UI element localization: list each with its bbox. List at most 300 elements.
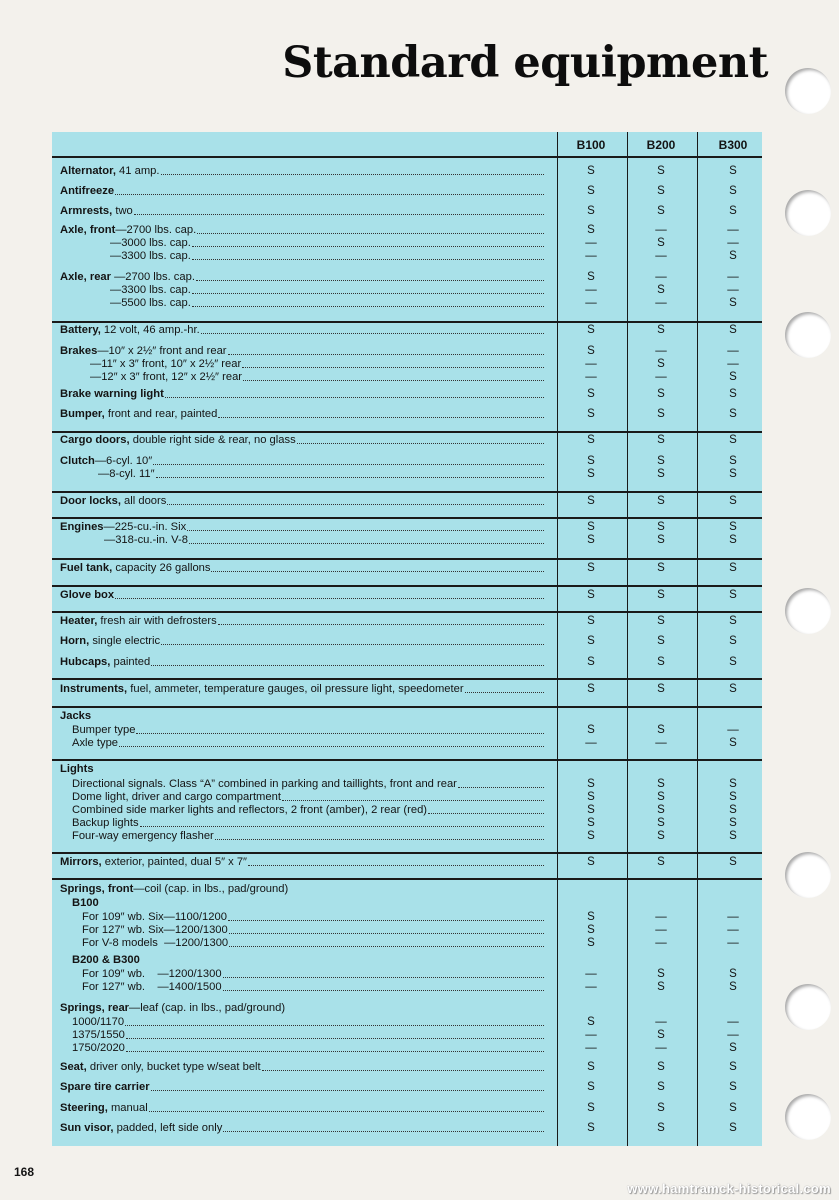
row-label-text: driver only, bucket type w/seat belt	[86, 1061, 261, 1073]
row-label-text: fuel, ammeter, temperature gauges, oil pressure light, speedometer	[127, 683, 464, 695]
equipment-mark: S	[657, 968, 665, 980]
dot-leader	[465, 690, 544, 693]
row-label-bold: Seat,	[60, 1061, 87, 1073]
row-label-bold: Fuel tank,	[60, 562, 113, 574]
equipment-mark: S	[729, 804, 737, 816]
row-label-bold: Brake warning light	[60, 388, 164, 400]
equipment-mark: S	[587, 937, 595, 949]
equipment-mark: S	[657, 495, 665, 507]
equipment-mark: S	[729, 1042, 737, 1054]
dot-leader	[223, 1129, 544, 1132]
equipment-mark: S	[587, 635, 595, 647]
equipment-mark: S	[657, 408, 665, 420]
row-label-text: Backup lights	[72, 817, 139, 829]
row-label	[60, 345, 544, 357]
equipment-mark: S	[657, 1081, 665, 1093]
equipment-mark: S	[587, 562, 595, 574]
equipment-mark: S	[729, 1081, 737, 1093]
row-label	[60, 562, 544, 574]
row-label-bold: Antifreeze	[60, 185, 115, 197]
dot-leader	[115, 192, 544, 195]
binder-hole	[785, 1094, 831, 1140]
equipment-mark: —	[727, 1029, 739, 1041]
equipment-table	[52, 132, 762, 1146]
dot-leader	[189, 541, 544, 544]
row-label-text: For 127″ wb. Six—1200/1300	[82, 924, 228, 936]
dot-leader	[192, 291, 544, 294]
dot-leader	[228, 352, 544, 355]
equipment-mark: S	[729, 856, 737, 868]
row-label	[72, 804, 544, 816]
equipment-mark: S	[729, 968, 737, 980]
equipment-mark: S	[729, 817, 737, 829]
equipment-mark: S	[657, 791, 665, 803]
row-label	[60, 165, 544, 177]
equipment-mark: S	[587, 830, 595, 842]
row-label	[60, 883, 544, 895]
row-label-text: 1000/1170	[72, 1016, 125, 1028]
row-label	[60, 521, 544, 533]
row-label-bold: B100	[72, 897, 99, 909]
row-label-text: 12 volt, 46 amp.-hr.	[100, 324, 200, 336]
equipment-mark: S	[587, 1016, 595, 1028]
section-divider	[52, 611, 762, 613]
row-label	[60, 763, 544, 775]
equipment-mark: —	[585, 284, 597, 296]
row-label-bold: Door locks,	[60, 495, 121, 507]
equipment-mark: S	[657, 468, 665, 480]
equipment-mark: S	[657, 1122, 665, 1134]
equipment-mark: S	[657, 635, 665, 647]
column-divider	[627, 132, 628, 1146]
section-divider	[52, 321, 762, 323]
row-label-text: two	[112, 205, 133, 217]
equipment-mark: S	[729, 737, 737, 749]
row-label-bold: Horn,	[60, 635, 90, 647]
equipment-mark: S	[657, 521, 665, 533]
row-label-bold: Steering,	[60, 1102, 108, 1114]
row-label-bold: Instruments,	[60, 683, 128, 695]
equipment-mark: S	[657, 778, 665, 790]
equipment-mark: —	[727, 911, 739, 923]
row-label-bold: Clutch	[60, 455, 95, 467]
row-label-text: exterior, painted, dual 5″ x 7″	[101, 856, 248, 868]
equipment-mark: S	[657, 205, 665, 217]
equipment-mark: S	[587, 324, 595, 336]
row-label-bold: Axle, rear	[60, 271, 111, 283]
row-label-bold: Jacks	[60, 710, 92, 722]
equipment-mark: S	[587, 468, 595, 480]
row-label-text: single electric	[89, 635, 161, 647]
row-label-text: painted	[110, 656, 151, 668]
dot-leader	[187, 528, 544, 531]
equipment-mark: S	[657, 534, 665, 546]
row-label	[60, 495, 544, 507]
equipment-mark: S	[587, 856, 595, 868]
row-label	[72, 830, 544, 842]
row-label	[72, 954, 544, 966]
equipment-mark: S	[587, 1102, 595, 1114]
row-label-text: fresh air with defrosters	[97, 615, 217, 627]
section-divider	[52, 491, 762, 493]
row-label	[72, 1029, 544, 1041]
row-label-text: Axle type	[72, 737, 119, 749]
row-label-text: —8-cyl. 11″	[98, 468, 155, 480]
table-header	[52, 132, 762, 158]
equipment-mark: S	[657, 434, 665, 446]
dot-leader	[282, 798, 544, 801]
equipment-mark: S	[587, 534, 595, 546]
row-label	[60, 1102, 544, 1114]
row-label	[110, 250, 544, 262]
section-divider	[52, 852, 762, 854]
equipment-mark: S	[657, 1102, 665, 1114]
equipment-mark: S	[587, 165, 595, 177]
equipment-mark: —	[585, 1029, 597, 1041]
equipment-mark: S	[587, 495, 595, 507]
equipment-mark: S	[657, 358, 665, 370]
equipment-mark: S	[729, 562, 737, 574]
row-label-bold: Brakes	[60, 345, 98, 357]
dot-leader	[242, 365, 544, 368]
dot-leader	[136, 731, 544, 734]
dot-leader	[211, 569, 544, 572]
equipment-mark: S	[729, 250, 737, 262]
dot-leader	[115, 596, 544, 599]
column-header-b100: B100	[576, 138, 606, 152]
equipment-mark: S	[729, 185, 737, 197]
dot-leader	[119, 744, 544, 747]
row-label-text: —leaf (cap. in lbs., pad/ground)	[129, 1002, 286, 1014]
dot-leader	[197, 231, 544, 234]
dot-leader	[243, 378, 544, 381]
equipment-mark: S	[587, 911, 595, 923]
equipment-mark: S	[729, 589, 737, 601]
equipment-mark: S	[729, 455, 737, 467]
row-label-bold: Springs, rear	[60, 1002, 130, 1014]
dot-leader	[165, 395, 544, 398]
equipment-mark: S	[587, 271, 595, 283]
equipment-mark: S	[657, 562, 665, 574]
dot-leader	[218, 622, 544, 625]
row-label-text: —3000 lbs. cap.	[110, 237, 191, 249]
equipment-mark: S	[587, 778, 595, 790]
row-label-text: —coil (cap. in lbs., pad/ground)	[133, 883, 289, 895]
equipment-mark: —	[585, 737, 597, 749]
equipment-mark: —	[585, 297, 597, 309]
equipment-mark: S	[657, 724, 665, 736]
dot-leader	[161, 642, 544, 645]
dot-leader	[428, 811, 544, 814]
equipment-mark: S	[729, 388, 737, 400]
dot-leader	[229, 931, 544, 934]
equipment-mark: —	[655, 224, 667, 236]
row-label-bold: Spare tire carrier	[60, 1081, 150, 1093]
row-label	[60, 455, 544, 467]
row-label-text: manual	[107, 1102, 148, 1114]
dot-leader	[228, 918, 544, 921]
row-label	[60, 271, 544, 283]
row-label-text: padded, left side only	[113, 1122, 223, 1134]
equipment-mark: S	[587, 434, 595, 446]
row-label	[72, 791, 544, 803]
dot-leader	[151, 663, 544, 666]
equipment-mark: —	[655, 297, 667, 309]
row-label	[72, 1016, 544, 1028]
binder-hole	[785, 68, 831, 114]
row-label	[72, 778, 544, 790]
equipment-mark: —	[727, 724, 739, 736]
dot-leader	[167, 502, 544, 505]
row-label-bold: Mirrors,	[60, 856, 102, 868]
row-label-text: —2700 lbs. cap.	[111, 271, 195, 283]
equipment-mark: S	[729, 297, 737, 309]
equipment-mark: S	[587, 205, 595, 217]
column-header-b200: B200	[646, 138, 676, 152]
equipment-mark: S	[729, 408, 737, 420]
section-divider	[52, 706, 762, 708]
row-label-text: —11″ x 3″ front, 10″ x 2½″ rear	[90, 358, 242, 370]
row-label-bold: Heater,	[60, 615, 98, 627]
dot-leader	[458, 785, 544, 788]
column-header-b300: B300	[718, 138, 748, 152]
column-divider	[697, 132, 698, 1146]
row-label	[82, 968, 544, 980]
equipment-mark: S	[657, 615, 665, 627]
equipment-mark: S	[657, 830, 665, 842]
equipment-mark: S	[729, 324, 737, 336]
row-label	[60, 856, 544, 868]
equipment-mark: —	[727, 271, 739, 283]
row-label-text: For V-8 models —1200/1300	[82, 937, 229, 949]
dot-leader	[215, 837, 544, 840]
equipment-mark: S	[587, 791, 595, 803]
section-divider	[52, 558, 762, 560]
equipment-mark: S	[587, 656, 595, 668]
equipment-mark: S	[729, 778, 737, 790]
equipment-mark: S	[657, 981, 665, 993]
equipment-mark: —	[655, 1042, 667, 1054]
equipment-mark: —	[655, 911, 667, 923]
binder-hole	[785, 852, 831, 898]
row-label	[60, 710, 544, 722]
row-label	[60, 683, 544, 695]
equipment-mark: —	[655, 271, 667, 283]
row-label-bold: Cargo doors,	[60, 434, 130, 446]
equipment-mark: S	[587, 817, 595, 829]
equipment-mark: S	[587, 1081, 595, 1093]
row-label-text: For 127″ wb. —1400/1500	[82, 981, 222, 993]
dot-leader	[192, 244, 544, 247]
equipment-mark: S	[729, 468, 737, 480]
row-label	[60, 656, 544, 668]
equipment-mark: —	[727, 937, 739, 949]
dot-leader	[151, 1088, 544, 1091]
row-label	[60, 324, 544, 336]
equipment-mark: S	[587, 185, 595, 197]
equipment-mark: S	[587, 1061, 595, 1073]
row-label	[60, 1122, 544, 1134]
row-label	[60, 408, 544, 420]
equipment-mark: S	[587, 388, 595, 400]
row-label-bold: Axle, front	[60, 224, 116, 236]
equipment-mark: S	[657, 683, 665, 695]
equipment-mark: —	[727, 284, 739, 296]
equipment-mark: —	[727, 924, 739, 936]
equipment-mark: —	[727, 224, 739, 236]
row-label	[110, 297, 544, 309]
equipment-mark: S	[657, 589, 665, 601]
equipment-mark: S	[729, 683, 737, 695]
equipment-mark: —	[655, 937, 667, 949]
equipment-mark: S	[587, 724, 595, 736]
equipment-mark: S	[657, 324, 665, 336]
section-divider	[52, 585, 762, 587]
row-label	[110, 237, 544, 249]
equipment-mark: S	[729, 1122, 737, 1134]
equipment-mark: S	[729, 534, 737, 546]
row-label	[60, 1002, 544, 1014]
equipment-mark: —	[655, 250, 667, 262]
equipment-mark: S	[587, 224, 595, 236]
dot-leader	[153, 462, 544, 465]
row-label	[72, 817, 544, 829]
equipment-mark: S	[657, 856, 665, 868]
equipment-mark: S	[657, 656, 665, 668]
row-label-bold: Hubcaps,	[60, 656, 111, 668]
dot-leader	[218, 415, 544, 418]
row-label	[60, 388, 544, 400]
row-label-text: double right side & rear, no glass	[129, 434, 296, 446]
equipment-mark: S	[587, 345, 595, 357]
equipment-mark: S	[587, 615, 595, 627]
equipment-mark: S	[657, 455, 665, 467]
binder-hole	[785, 312, 831, 358]
row-label	[60, 224, 544, 236]
row-label-bold: B200 & B300	[72, 954, 140, 966]
column-divider	[557, 132, 558, 1146]
row-label-text: —12″ x 3″ front, 12″ x 2½″ rear	[90, 371, 243, 383]
equipment-mark: S	[729, 656, 737, 668]
row-label	[60, 205, 544, 217]
row-label-text: —3300 lbs. cap.	[110, 284, 191, 296]
equipment-mark: S	[729, 981, 737, 993]
dot-leader	[223, 975, 544, 978]
equipment-mark: —	[655, 371, 667, 383]
equipment-mark: S	[587, 521, 595, 533]
row-label-text: —3300 lbs. cap.	[110, 250, 191, 262]
equipment-mark: S	[729, 1061, 737, 1073]
page-title: Standard equipment	[282, 38, 768, 88]
binder-hole	[785, 190, 831, 236]
row-label-text: —5500 lbs. cap.	[110, 297, 191, 309]
row-label-text: —225-cu.-in. Six	[103, 521, 187, 533]
equipment-mark: S	[657, 165, 665, 177]
row-label	[82, 937, 544, 949]
dot-leader	[192, 257, 544, 260]
row-label-bold: Glove box	[60, 589, 115, 601]
row-label	[60, 434, 544, 446]
dot-leader	[262, 1068, 544, 1071]
row-label-text: all doors	[120, 495, 167, 507]
section-divider	[52, 678, 762, 680]
equipment-mark: S	[729, 205, 737, 217]
equipment-mark: S	[729, 434, 737, 446]
equipment-mark: S	[587, 804, 595, 816]
equipment-mark: —	[655, 1016, 667, 1028]
section-divider	[52, 878, 762, 880]
row-label-text: —318-cu.-in. V-8	[104, 534, 188, 546]
dot-leader	[223, 988, 544, 991]
binder-hole	[785, 984, 831, 1030]
equipment-mark: —	[585, 981, 597, 993]
equipment-mark: S	[587, 683, 595, 695]
equipment-mark: —	[585, 237, 597, 249]
row-label-bold: Engines	[60, 521, 104, 533]
row-label-text: —10″ x 2½″ front and rear	[97, 345, 227, 357]
equipment-mark: —	[655, 345, 667, 357]
row-label-text: Four-way emergency flasher	[72, 830, 214, 842]
equipment-mark: —	[585, 968, 597, 980]
row-label-text: 1375/1550	[72, 1029, 125, 1041]
dot-leader	[149, 1109, 544, 1112]
row-label-text: Bumper type	[72, 724, 136, 736]
dot-leader	[140, 824, 544, 827]
equipment-mark: —	[727, 237, 739, 249]
row-label-text: front and rear, painted	[104, 408, 218, 420]
row-label	[110, 284, 544, 296]
dot-leader	[196, 278, 544, 281]
dot-leader	[248, 863, 544, 866]
equipment-mark: —	[727, 358, 739, 370]
row-label	[60, 615, 544, 627]
equipment-mark: S	[587, 1122, 595, 1134]
dot-leader	[229, 944, 544, 947]
row-label	[82, 924, 544, 936]
equipment-mark: S	[729, 521, 737, 533]
row-label-text: For 109″ wb. Six—1100/1200	[82, 911, 227, 923]
dot-leader	[297, 441, 544, 444]
binder-hole	[785, 588, 831, 634]
row-label	[104, 534, 544, 546]
row-label-bold: Sun visor,	[60, 1122, 114, 1134]
row-label-text: Directional signals. Class “A” combined in parking and taillights, front and rear	[72, 778, 457, 790]
row-label-bold: Alternator,	[60, 165, 116, 177]
section-divider	[52, 759, 762, 761]
dot-leader	[156, 475, 544, 478]
equipment-mark: S	[729, 635, 737, 647]
equipment-mark: S	[729, 791, 737, 803]
equipment-mark: —	[655, 924, 667, 936]
row-label	[60, 589, 544, 601]
equipment-mark: —	[585, 250, 597, 262]
equipment-mark: S	[657, 237, 665, 249]
equipment-mark: S	[729, 371, 737, 383]
equipment-mark: —	[727, 1016, 739, 1028]
row-label-text: —2700 lbs. cap.	[115, 224, 197, 236]
equipment-mark: S	[729, 1102, 737, 1114]
dot-leader	[125, 1023, 544, 1026]
row-label	[60, 635, 544, 647]
equipment-mark: S	[657, 388, 665, 400]
dot-leader	[134, 212, 544, 215]
equipment-mark: S	[657, 817, 665, 829]
equipment-mark: S	[657, 1029, 665, 1041]
equipment-mark: S	[657, 804, 665, 816]
row-label	[90, 358, 544, 370]
equipment-mark: S	[729, 615, 737, 627]
row-label-text: Combined side marker lights and reflectors, 2 front (amber), 2 rear (red)	[72, 804, 428, 816]
